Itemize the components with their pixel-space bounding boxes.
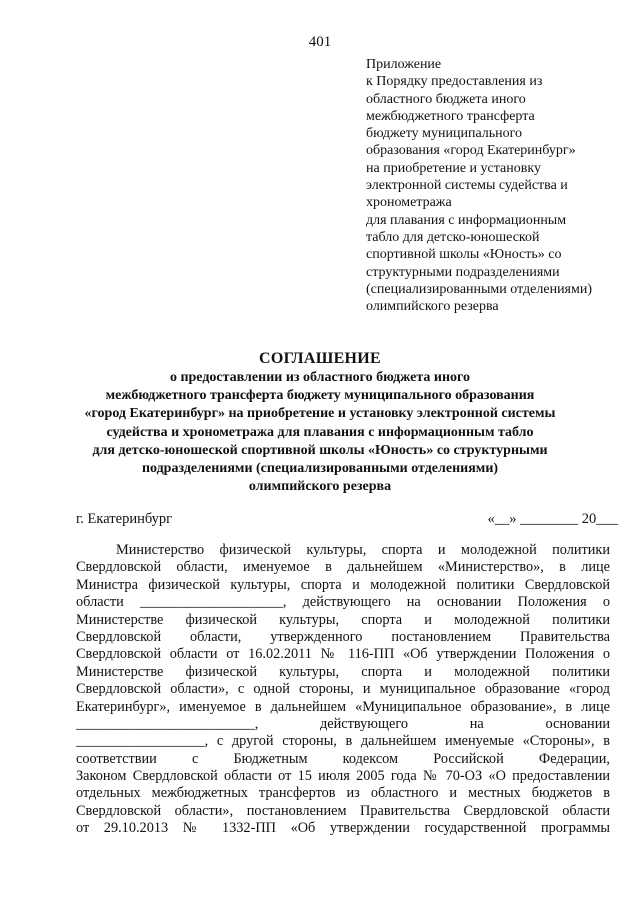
body-line: Свердловской области, именуемое в дальнейшем «Министерство», в лице [76,559,610,576]
body-line: Свердловской области», с одной стороны, и муниципальное образование «город [76,681,610,698]
body-line: отдельных межбюджетных трансфертов из областного и местных бюджетов в [76,785,610,802]
body-line: Екатеринбург», именуемое в дальнейшем «Муниципальное образование», в лице [76,698,610,715]
appendix-line: областного бюджета иного [366,91,526,107]
appendix-line: олимпийского резерва [366,299,499,315]
body-line: _________________________, действующего на основании [76,715,610,732]
body-line: Министра физической культуры, спорта и молодежной политики Свердловской [76,576,610,593]
city-label: г. Екатеринбург [76,511,173,527]
subtitle-line: судейства и хронометража для плавания с информационным табло [106,424,534,440]
appendix-header [366,56,628,315]
body-line: Министерство физической культуры, спорта и молодежной политики [116,542,610,558]
body-line: Свердловской области от 16.02.2011 № 116-ПП «Об утверждении Положения о [76,646,610,663]
body-line: области ____________________, действующего на основании Положения о [76,594,610,611]
appendix-line: структурными подразделениями [366,264,560,280]
body-line: Министерстве физической культуры, спорта и молодежной политики [76,611,610,628]
appendix-line: электронной системы судейства и [366,178,568,194]
body-line: __________________, с другой стороны, в дальнейшем именуемые «Стороны», в [76,733,610,750]
appendix-line: межбюджетного трансферта [366,108,535,124]
appendix-line: Приложение [366,57,442,72]
subtitle-line: для детско-юношеской спортивной школы «Юность» со структурными [92,442,548,458]
appendix-line: к Порядку предоставления из [366,74,543,90]
appendix-line: бюджету муниципального [366,126,523,142]
agreement-title-block [60,349,580,496]
agreement-subtitle [60,369,580,496]
body-line: Министерстве физической культуры, спорта и молодежной политики [76,663,610,680]
agreement-title: СОГЛАШЕНИЕ [258,350,382,367]
appendix-line: хронометража [366,195,452,211]
appendix-line: спортивной школы «Юность» со [366,247,562,263]
subtitle-line: олимпийского резерва [248,479,392,495]
appendix-line: табло для детско-юношеской [366,229,540,245]
subtitle-line: «город Екатеринбург» на приобретение и установку электронной системы [84,406,556,422]
appendix-line: образования «город Екатеринбург» [366,143,576,159]
date-field: «__» ________ 20___ [487,511,618,527]
appendix-line: для плавания с информационным [366,212,567,228]
subtitle-line: межбюджетного трансферта бюджету муниципального образования [105,388,535,404]
body-line: соответствии с Бюджетным кодексом Российской Федерации, [76,750,610,767]
subtitle-line: подразделениями (специализированными отделениями) [141,461,499,477]
appendix-line: на приобретение и установку [366,160,541,176]
body-line: от 29.10.2013 № 1332-ПП «Об утверждении государственной программы [76,820,610,837]
body-line: Законом Свердловской области от 15 июля 2005 года № 70-ОЗ «О предоставлении [76,768,610,785]
body-line: Свердловской области, утвержденного постановлением Правительства [76,628,610,645]
appendix-line: (специализированными отделениями) [366,281,593,297]
agreement-body [76,542,610,838]
subtitle-line: о предоставлении из областного бюджета иного [169,370,471,385]
page-number: 401 [308,34,332,50]
body-line: Свердловской области», постановлением Правительства Свердловской области [76,802,610,819]
